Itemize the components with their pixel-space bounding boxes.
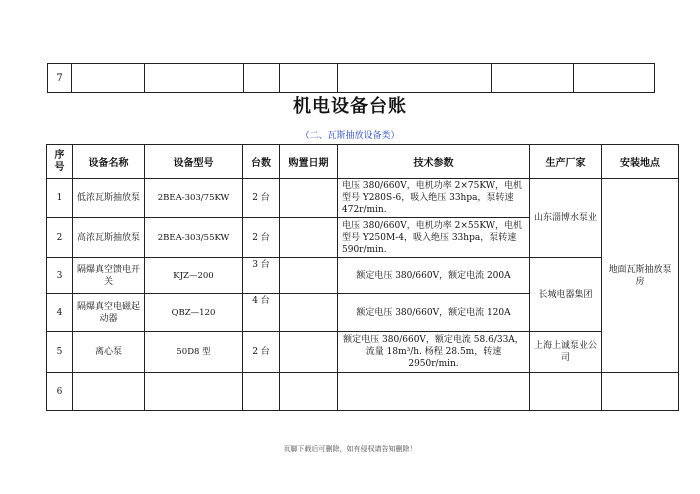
equipment-model: KJZ—200 [145, 258, 243, 294]
equipment-name: 高浓瓦斯抽放泵 [73, 218, 145, 258]
maker-cell: 长城电器集团 [530, 258, 602, 332]
purchase-date [280, 294, 338, 332]
table-row [47, 258, 679, 294]
header-maker: 生产厂家 [530, 145, 602, 179]
location-cell: 地面瓦斯抽放泵房 [602, 179, 679, 373]
row-number: 2 [47, 218, 73, 258]
page-title: 机电设备台账 [293, 96, 407, 117]
purchase-date [280, 332, 338, 373]
header-qty: 台数 [243, 145, 280, 179]
row-number-cell: 7 [48, 64, 72, 93]
maker-cell: 山东淄博水泵业 [530, 179, 602, 258]
tech-params: 电压 380/660V，电机功率 2×75KW，电机型号 Y280S-6，吸入绝压 33hpa，泵转速472r/min. [338, 179, 530, 218]
maker-cell: 上海上诚泵业公司 [530, 332, 602, 373]
equipment-qty: 2 台 [243, 218, 280, 258]
header-row [47, 145, 679, 179]
equipment-name: 隔爆真空馈电开关 [73, 258, 145, 294]
tech-params: 额定电压 380/660V，额定电流 58.6/33A， 流量 18m³/h. 杨程 28.5m，转速 2950r/min. [338, 332, 530, 373]
equipment-qty: 3 台 [243, 258, 280, 294]
tech-params: 电压 380/660V，电机功率 2×55KW，电机型号 Y250M-4，吸入绝压 33hpa，泵转速590r/min. [338, 218, 530, 258]
row-number: 1 [47, 179, 73, 218]
row-number: 6 [47, 373, 73, 411]
row-number: 5 [47, 332, 73, 373]
purchase-date [280, 179, 338, 218]
equipment-qty: 4 台 [243, 294, 280, 332]
tech-params: 额定电压 380/660V，额定电流 120A [338, 294, 530, 332]
equipment-model: 50D8 型 [145, 332, 243, 373]
previous-table-fragment [47, 63, 655, 93]
header-tech: 技术参数 [338, 145, 530, 179]
equipment-name: 低浓瓦斯抽放泵 [73, 179, 145, 218]
equipment-model: 2BEA-303/75KW [145, 179, 243, 218]
page-footer: 页脚下载后可删除，如有侵权请告知删除！ [283, 445, 417, 453]
table-row [47, 373, 679, 411]
equipment-model: 2BEA-303/55KW [145, 218, 243, 258]
equipment-name: 离心泵 [73, 332, 145, 373]
equipment-model: QBZ—120 [145, 294, 243, 332]
equipment-qty: 2 台 [243, 179, 280, 218]
purchase-date [280, 218, 338, 258]
header-location: 安装地点 [602, 145, 679, 179]
table-row [48, 64, 655, 93]
table-row [47, 332, 679, 373]
equipment-ledger-table [46, 144, 679, 411]
equipment-qty: 2 台 [243, 332, 280, 373]
purchase-date [280, 258, 338, 294]
table-row [47, 179, 679, 218]
tech-params: 额定电压 380/660V，额定电流 200A [338, 258, 530, 294]
equipment-name: 隔爆真空电磁起动器 [73, 294, 145, 332]
header-model: 设备型号 [145, 145, 243, 179]
page-subtitle: （二、瓦斯抽放设备类） [300, 131, 400, 141]
header-date: 购置日期 [280, 145, 338, 179]
row-number: 3 [47, 258, 73, 294]
row-number: 4 [47, 294, 73, 332]
header-no: 序 号 [47, 145, 73, 179]
header-name: 设备名称 [73, 145, 145, 179]
